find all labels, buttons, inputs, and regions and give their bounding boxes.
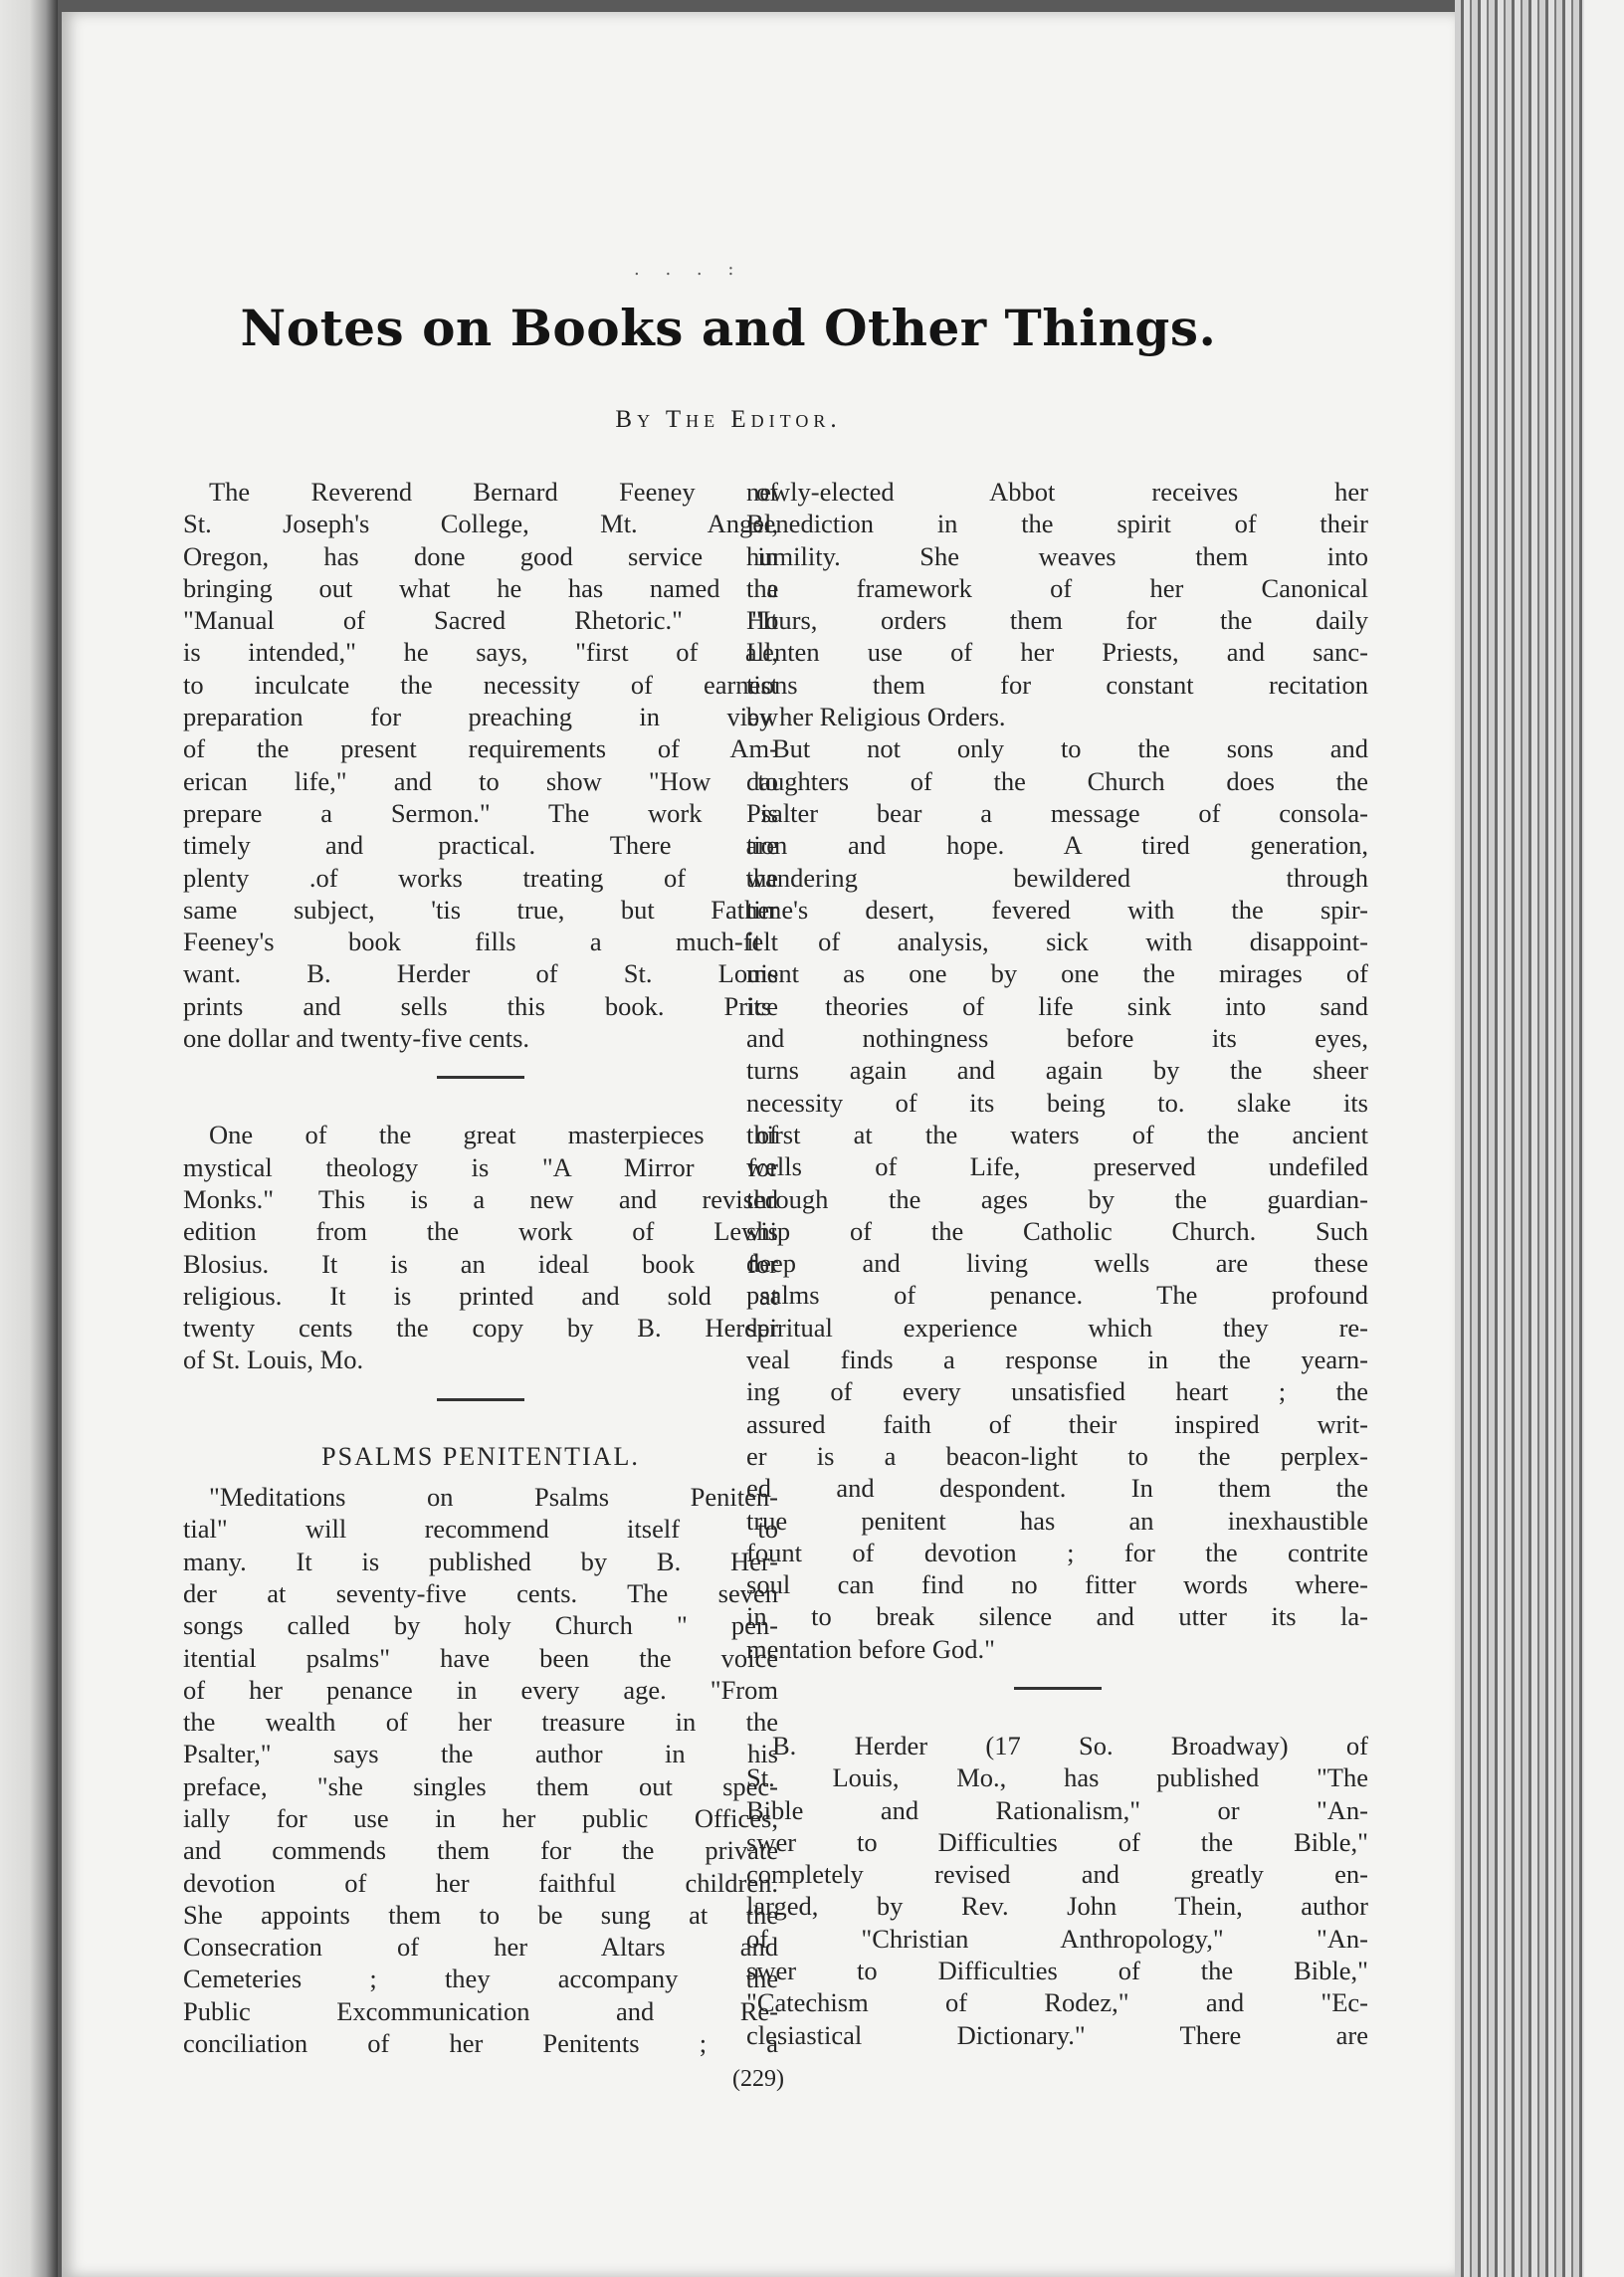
text-line: One of the great masterpieces of bbox=[209, 1120, 778, 1150]
text-line: wandering bewildered through bbox=[746, 862, 1368, 893]
paragraph-psalms-penitential bbox=[183, 1481, 778, 2059]
text-line: "Manual of Sacred Rhetoric." "It bbox=[183, 605, 778, 636]
text-line: through the ages by the guardian- bbox=[746, 1183, 1368, 1214]
text-line: edition from the work of Lewis bbox=[183, 1216, 778, 1247]
text-line: tial" will recommend itself to bbox=[183, 1514, 778, 1545]
head-ornament: . . . : bbox=[634, 259, 744, 280]
text-line: ing of every unsatisfied heart ; the bbox=[746, 1376, 1368, 1407]
text-line: der at seventy-five cents. The seven bbox=[183, 1577, 778, 1608]
text-line: "Meditations on Psalms Peniten- bbox=[209, 1482, 778, 1513]
text-line: and commends them for the private bbox=[183, 1835, 778, 1866]
text-line: ially for use in her public Offices, bbox=[183, 1802, 778, 1833]
text-line: Public Excommunication and Re- bbox=[183, 1995, 778, 2026]
section-divider-rule bbox=[437, 1076, 524, 1079]
text-line: necessity of its being to. slake its bbox=[746, 1087, 1368, 1118]
book-page bbox=[62, 12, 1455, 2277]
text-line: plenty .of works treating of the bbox=[183, 862, 778, 893]
text-line: Consecration of her Altars and bbox=[183, 1932, 778, 1963]
text-line: She appoints them to be sung at the bbox=[183, 1899, 778, 1930]
text-line: larged, by Rev. John Thein, author bbox=[746, 1891, 1368, 1922]
text-line: of "Christian Anthropology," "An- bbox=[746, 1923, 1368, 1954]
text-line: twenty cents the copy by B. Herder bbox=[183, 1313, 778, 1344]
text-line: same subject, 'tis true, but Father bbox=[183, 894, 778, 925]
right-column bbox=[746, 476, 1368, 2051]
text-line: want. B. Herder of St. Louis bbox=[183, 958, 778, 989]
text-line: of the present requirements of Am- bbox=[183, 733, 778, 764]
article-byline: By The Editor. bbox=[615, 406, 842, 433]
paragraph-feeney-rhetoric bbox=[183, 476, 778, 1054]
text-line: is intended," he says, "first of all, bbox=[183, 637, 778, 668]
text-line: turns again and again by the sheer bbox=[746, 1055, 1368, 1086]
text-line: B. Herder (17 So. Broadway) of bbox=[772, 1730, 1368, 1760]
text-line: St. Joseph's College, Mt. Angel, bbox=[183, 509, 778, 539]
text-line: mentation before God." bbox=[746, 1633, 995, 1664]
text-line: in to break silence and utter its la- bbox=[746, 1601, 1368, 1632]
text-line: its theories of life sink into sand bbox=[746, 990, 1368, 1021]
text-line: assured faith of their inspired writ- bbox=[746, 1408, 1368, 1439]
text-line: mystical theology is "A Mirror for bbox=[183, 1151, 778, 1182]
text-line: Lenten use of her Priests, and sanc- bbox=[746, 637, 1368, 668]
text-line: devotion of her faithful children. bbox=[183, 1867, 778, 1898]
text-line: preface, "she singles them out spec- bbox=[183, 1770, 778, 1801]
text-line: songs called by holy Church " pen- bbox=[183, 1610, 778, 1641]
text-line: the framework of her Canonical bbox=[746, 572, 1368, 603]
text-line: Feeney's book fills a much-felt bbox=[183, 927, 778, 957]
text-line: tions them for constant recitation bbox=[746, 669, 1368, 700]
article-title: Notes on Books and Other Things. bbox=[240, 299, 1217, 357]
paragraph-psalms-continued bbox=[746, 476, 1368, 732]
text-line: swer to Difficulties of the Bible," bbox=[746, 1826, 1368, 1857]
book-page-edges bbox=[1455, 0, 1624, 2277]
text-line: prepare a Sermon." The work is bbox=[183, 797, 778, 828]
text-line: swer to Difficulties of the Bible," bbox=[746, 1956, 1368, 1986]
paragraph-bible-and-rationalism bbox=[746, 1730, 1368, 2051]
text-line: Oregon, has done good service in bbox=[183, 540, 778, 571]
text-line: daughters of the Church does the bbox=[746, 765, 1368, 796]
text-line: thirst at the waters of the ancient bbox=[746, 1119, 1368, 1149]
text-line: Psalter bear a message of consola- bbox=[746, 797, 1368, 828]
section-heading-psalms-penitential: PSALMS PENITENTIAL. bbox=[321, 1441, 640, 1471]
text-line: Monks." This is a new and revised bbox=[183, 1183, 778, 1214]
text-line: newly-elected Abbot receives her bbox=[746, 477, 1368, 507]
text-line: ed and despondent. In them the bbox=[746, 1473, 1368, 1504]
text-line: time's desert, fevered with the spir- bbox=[746, 894, 1368, 925]
section-divider-rule bbox=[1014, 1687, 1102, 1690]
text-line: spiritual experience which they re- bbox=[746, 1312, 1368, 1343]
paragraph-psalter-message bbox=[746, 732, 1368, 1665]
text-line: bringing out what he has named a bbox=[183, 572, 778, 603]
text-line: itential psalms" have been the voice bbox=[183, 1642, 778, 1673]
text-line: Cemeteries ; they accompany the bbox=[183, 1964, 778, 1994]
text-line: Blosius. It is an ideal book for bbox=[183, 1248, 778, 1279]
text-line: by her Religious Orders. bbox=[746, 702, 1006, 732]
text-line: wells of Life, preserved undefiled bbox=[746, 1151, 1368, 1182]
text-line: one dollar and twenty-five cents. bbox=[183, 1023, 530, 1054]
page-number: (229) bbox=[732, 2066, 784, 2092]
text-line: timely and practical. There are bbox=[183, 830, 778, 861]
text-line: prints and sells this book. Price bbox=[183, 990, 778, 1021]
text-line: religious. It is printed and sold at bbox=[183, 1280, 778, 1311]
text-line: er is a beacon-light to the perplex- bbox=[746, 1440, 1368, 1471]
text-line: ship of the Catholic Church. Such bbox=[746, 1215, 1368, 1246]
text-line: soul can find no fitter words where- bbox=[746, 1569, 1368, 1600]
text-line: veal finds a response in the yearn- bbox=[746, 1345, 1368, 1375]
text-line: preparation for preaching in view bbox=[183, 702, 778, 732]
section-divider-rule bbox=[437, 1398, 524, 1401]
text-line: Psalter," says the author in his bbox=[183, 1739, 778, 1769]
text-line: deep and living wells are these bbox=[746, 1248, 1368, 1279]
text-line: But not only to the sons and bbox=[772, 733, 1368, 764]
left-column bbox=[183, 476, 778, 2059]
text-line: clesiastical Dictionary." There are bbox=[746, 2019, 1368, 2050]
text-line: ment as one by one the mirages of bbox=[746, 958, 1368, 989]
text-line: it of analysis, sick with disappoint- bbox=[746, 927, 1368, 957]
text-line: Benediction in the spirit of their bbox=[746, 509, 1368, 539]
text-line: completely revised and greatly en- bbox=[746, 1859, 1368, 1890]
text-line: erican life," and to show "How to bbox=[183, 765, 778, 796]
text-line: many. It is published by B. Her- bbox=[183, 1546, 778, 1576]
text-line: true penitent has an inexhaustible bbox=[746, 1505, 1368, 1536]
paragraph-mirror-for-monks bbox=[183, 1119, 778, 1375]
text-line: St. Louis, Mo., has published "The bbox=[746, 1762, 1368, 1793]
text-line: conciliation of her Penitents ; a bbox=[183, 2028, 778, 2059]
text-line: "Catechism of Rodez," and "Ec- bbox=[746, 1987, 1368, 2018]
text-line: of St. Louis, Mo. bbox=[183, 1345, 364, 1375]
text-line: humility. She weaves them into bbox=[746, 540, 1368, 571]
text-line: and nothingness before its eyes, bbox=[746, 1023, 1368, 1054]
text-line: tion and hope. A tired generation, bbox=[746, 830, 1368, 861]
text-line: Hours, orders them for the daily bbox=[746, 605, 1368, 636]
text-line: of her penance in every age. "From bbox=[183, 1674, 778, 1705]
text-line: Bible and Rationalism," or "An- bbox=[746, 1794, 1368, 1825]
text-line: fount of devotion ; for the contrite bbox=[746, 1537, 1368, 1567]
text-line: the wealth of her treasure in the bbox=[183, 1707, 778, 1738]
text-line: psalms of penance. The profound bbox=[746, 1280, 1368, 1311]
text-line: The Reverend Bernard Feeney of bbox=[209, 477, 778, 507]
text-line: to inculcate the necessity of earnest bbox=[183, 669, 778, 700]
facing-page-edge bbox=[0, 0, 58, 2277]
